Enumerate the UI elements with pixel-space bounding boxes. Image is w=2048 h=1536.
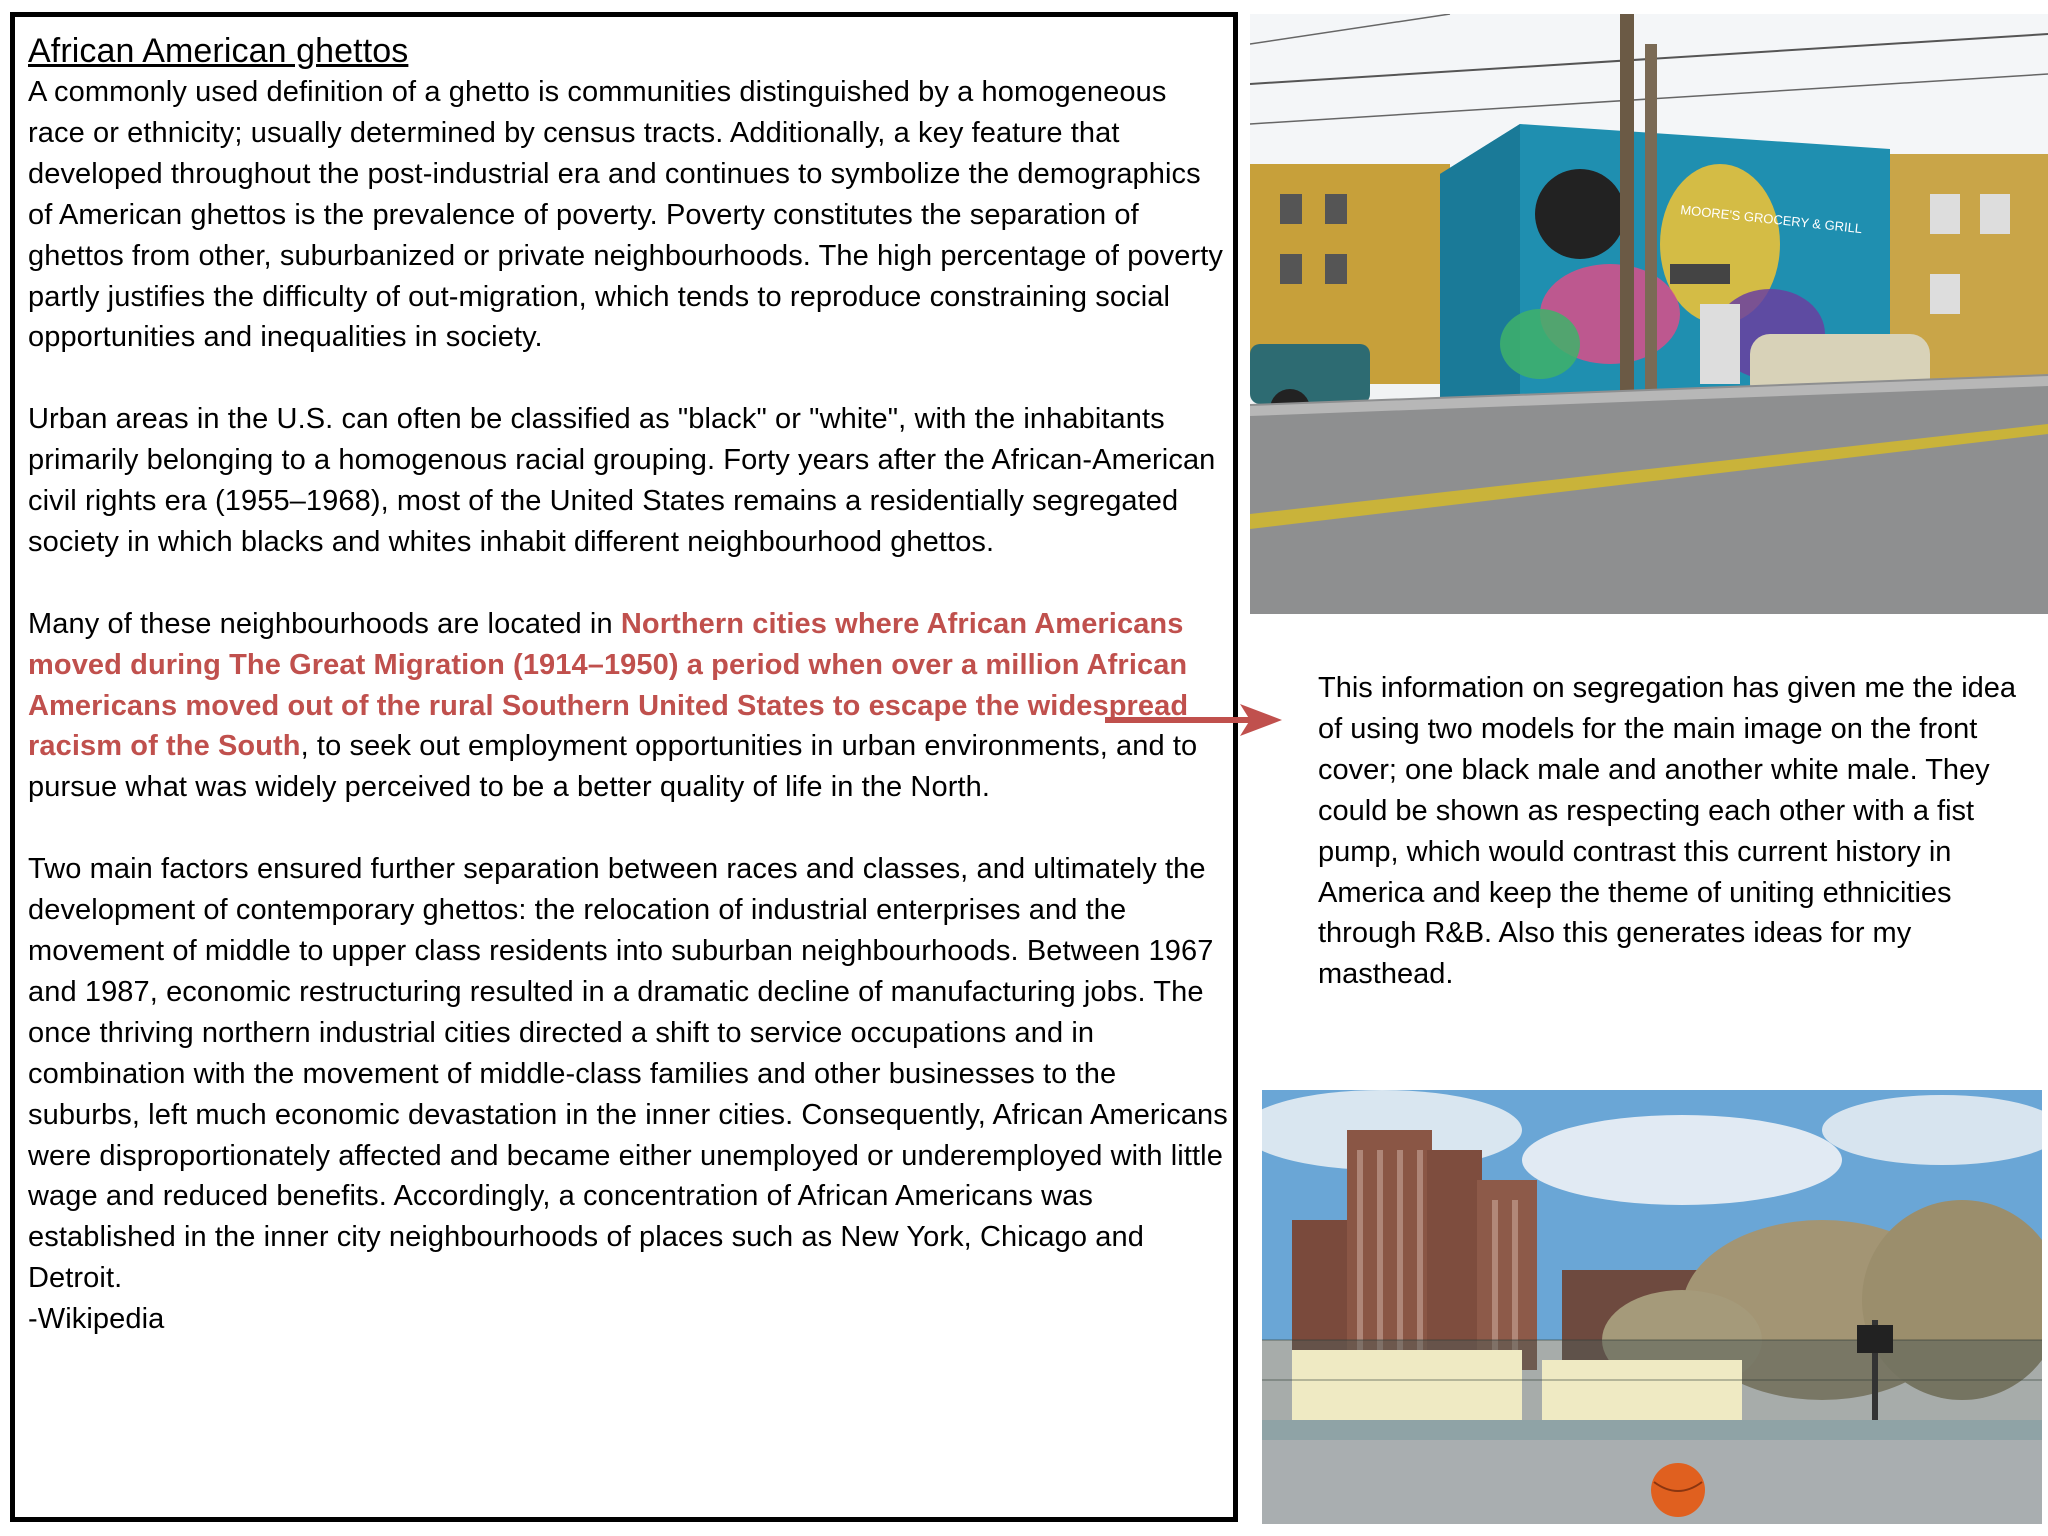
article-body (28, 30, 1228, 1340)
paragraph-3-ending: , to seek out employment opportunities in urban environments, and to pursue what was widely perceived to be a better quality of life in the North. (28, 730, 1198, 804)
article-source: -Wikipedia (28, 1303, 165, 1336)
article-paragraph-4: Two main factors ensured further separation between races and classes, and ultimately the development of contemporary ghettos: the relocation of industrial enterprises and the movement of middle to upper class residents into suburban neighbourhoods. Between 1967 and 1987, economic restructuring resulted in a dramatic decline of manufacturing jobs. The once thriving northern industrial cities directed a shift to service occupations and in combination with the movement of middle-class families and other businesses to the suburbs, left much economic devastation in the inner cities. Consequently, African Americans were disproportionately affected and became either unemployed or underemployed with little wage and reduced benefits. Accordingly, a concentration of African Americans was established in the inner city neighbourhoods of places such as New York, Chicago and Detroit. (28, 853, 1228, 1295)
article-title: African American ghettos (28, 32, 409, 70)
article-paragraph-2: Urban areas in the U.S. can often be classified as "black" or "white", with the inhabitants primarily belonging to a homogenous racial grouping. Forty years after the African-American civil rights era (1955–1968), most of the United States remains a residentially segregated society in which blacks and whites inhabit different neighbourhood ghettos. (28, 403, 1216, 558)
article-paragraph-1: A commonly used definition of a ghetto is communities distinguished by a homogeneous race or ethnicity; usually determined by census tracts. Additionally, a key feature that developed throughout the post-industrial era and continues to symbolize the demographics of American ghettos is the prevalence of poverty. Poverty constitutes the separation of ghettos from other, suburbanized or private neighbourhoods. The high percentage of poverty partly justifies the difficulty of out-migration, which tends to reproduce constraining social opportunities and inequalities in society. (28, 76, 1224, 354)
street-mural-photo (1250, 14, 2048, 614)
basketball-court-photo (1262, 1090, 2042, 1524)
paragraph-3-intro: Many of these neighbourhoods are located in (28, 607, 621, 640)
highlighted-migration-text: Northern cities where African Americans moved during The Great Migration (1914–1950) a period when over a million African Americans moved out of the rural Southern United States to escape the widespread racism of the South (28, 607, 1189, 763)
arrow-right-icon (1100, 690, 1285, 750)
article-paragraph-3 (28, 604, 1228, 809)
side-note-text: This information on segregation has given me the idea of using two models for the main image on the front cover; one black male and another white male. They could be shown as respecting each other with a fist pump, which would contrast this current history in America and keep the theme of uniting ethnicities through R&B. Also this generates ideas for my masthead. (1318, 672, 2017, 991)
store-sign-text: MOORE'S GROCERY & GRILL (1679, 202, 1863, 237)
